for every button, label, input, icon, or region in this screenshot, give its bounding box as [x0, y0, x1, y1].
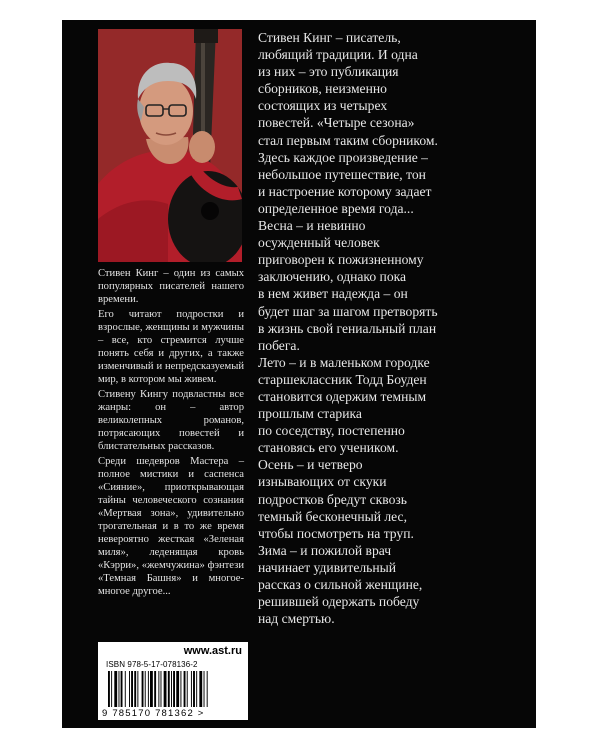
annotation-line: Лето – и в маленьком городке [258, 354, 430, 370]
annotation-line: будет шаг за шагом претворять [258, 303, 438, 319]
barcode-bar [129, 671, 130, 707]
author-bio [98, 267, 244, 600]
barcode-bar [184, 671, 186, 707]
annotation-line: Зима – и пожилой врач [258, 542, 392, 558]
annotation-line: повестей. «Четыре сезона» [258, 115, 415, 131]
annotation-line: из них – это публикация [258, 64, 399, 80]
annotation-line: Здесь каждое произведение – [258, 149, 428, 165]
annotation-line: осужденный человек [258, 235, 380, 251]
annotation-line: темный бесконечный лес, [258, 508, 407, 524]
barcode-bar [173, 671, 175, 707]
annotation-line: над смертью. [258, 611, 335, 627]
annotation-line: подростков бредут сквозь [258, 491, 407, 507]
annotation-line: в жизнь свой гениальный план [258, 320, 437, 336]
annotation-line: приговорен к пожизненному [258, 252, 424, 268]
barcode-bar [125, 671, 126, 707]
barcode-bar [168, 671, 170, 707]
barcode-label [98, 642, 248, 720]
annotation-line: Весна – и невинно [258, 218, 366, 234]
barcode-bar [121, 671, 123, 707]
barcode-bar [161, 671, 162, 707]
book-annotation [258, 29, 528, 627]
annotation-line: заключению, однако пока [258, 269, 407, 285]
book-back-cover [62, 20, 536, 728]
barcode-bar [142, 671, 144, 707]
barcode-bar [196, 671, 197, 707]
bio-paragraph: Стивен Кинг – один из самых популярных писателей нашего времени. [98, 268, 244, 305]
annotation-line: Стивен Кинг – писатель, [258, 30, 401, 45]
barcode-bar [154, 671, 156, 707]
bio-paragraph: Стивену Кингу подвластны все жанры: он – автор великолепных романов, потрясающих повестей и блистательных рассказов. [98, 389, 244, 452]
annotation-line: по соседству, постепенно [258, 423, 405, 439]
publisher-website: www.ast.ru [183, 645, 242, 657]
barcode-bar [148, 671, 149, 707]
barcode-bar [150, 671, 153, 707]
barcode-bar [111, 671, 112, 707]
barcode-bar [191, 671, 192, 707]
barcode-bar [114, 671, 117, 707]
annotation-line: чтобы посмотреть на труп. [258, 525, 414, 541]
barcode-bar [134, 671, 136, 707]
barcode-bar [158, 671, 159, 707]
annotation-line: любящий традиции. И одна [258, 47, 418, 63]
annotation-line: определенное время года... [258, 200, 414, 216]
barcode-bar [131, 671, 133, 707]
barcode-bar [119, 671, 120, 707]
barcode-bar [137, 671, 138, 707]
author-photo [98, 29, 242, 262]
annotation-line: прошлым старика [258, 406, 362, 422]
barcode-bar [187, 671, 188, 707]
barcode-bar [199, 671, 202, 707]
barcode-bar [204, 671, 205, 707]
bio-paragraph: Его читают подростки и взрослые, женщины и мужчины – все, кто стремится лучше понять себя и других, а также изменчивый и непредсказуемый мир, в котором мы живем. [98, 309, 244, 385]
barcode-digits: 9 785170 781362 > [102, 708, 205, 719]
barcode-bar [207, 671, 208, 707]
barcode-bar [108, 671, 110, 707]
annotation-line: изнывающих от скуки [258, 474, 387, 490]
annotation-line: побега. [258, 337, 300, 353]
barcode-icon [106, 671, 240, 709]
author-photo-illustration [98, 29, 242, 262]
annotation-line: Осень – и четверо [258, 457, 363, 473]
barcode-bar [180, 671, 181, 707]
bio-paragraph: Среди шедевров Мастера – полное мистики и саспенса «Сияние», приоткрывающая тайны человеческого сознания «Мертвая зона», удивительно трогательная и в то же время невероятно жесткая «Зеленая миля», леденящая кровь «Кэрри», «жемчужина» фэнтези «Темная Башня» и многое-многое другое... [98, 456, 244, 597]
annotation-line: небольшое путешествие, тон [258, 166, 426, 182]
annotation-line: рассказ о сильной женщине, [258, 577, 423, 592]
barcode-bar [193, 671, 195, 707]
annotation-line: стал первым таким сборником. [258, 132, 438, 148]
annotation-line: сборников, неизменно [258, 81, 387, 97]
annotation-line: становится одержим темным [258, 388, 427, 404]
barcode-bar [171, 671, 172, 707]
annotation-line: и настроение которому задает [258, 183, 432, 199]
barcode-bar [164, 671, 167, 707]
annotation-line: становясь его учеником. [258, 440, 399, 456]
barcode-bar [145, 671, 146, 707]
annotation-line: старшеклассник Тодд Боуден [258, 371, 427, 387]
barcode-bar [176, 671, 179, 707]
annotation-line: решившей одержать победу [258, 594, 420, 610]
annotation-line: в нем живет надежда – он [258, 286, 408, 302]
annotation-line: состоящих из четырех [258, 98, 388, 114]
annotation-line: начинает удивительный [258, 559, 397, 575]
isbn-text: ISBN 978-5-17-078136-2 [106, 660, 198, 669]
